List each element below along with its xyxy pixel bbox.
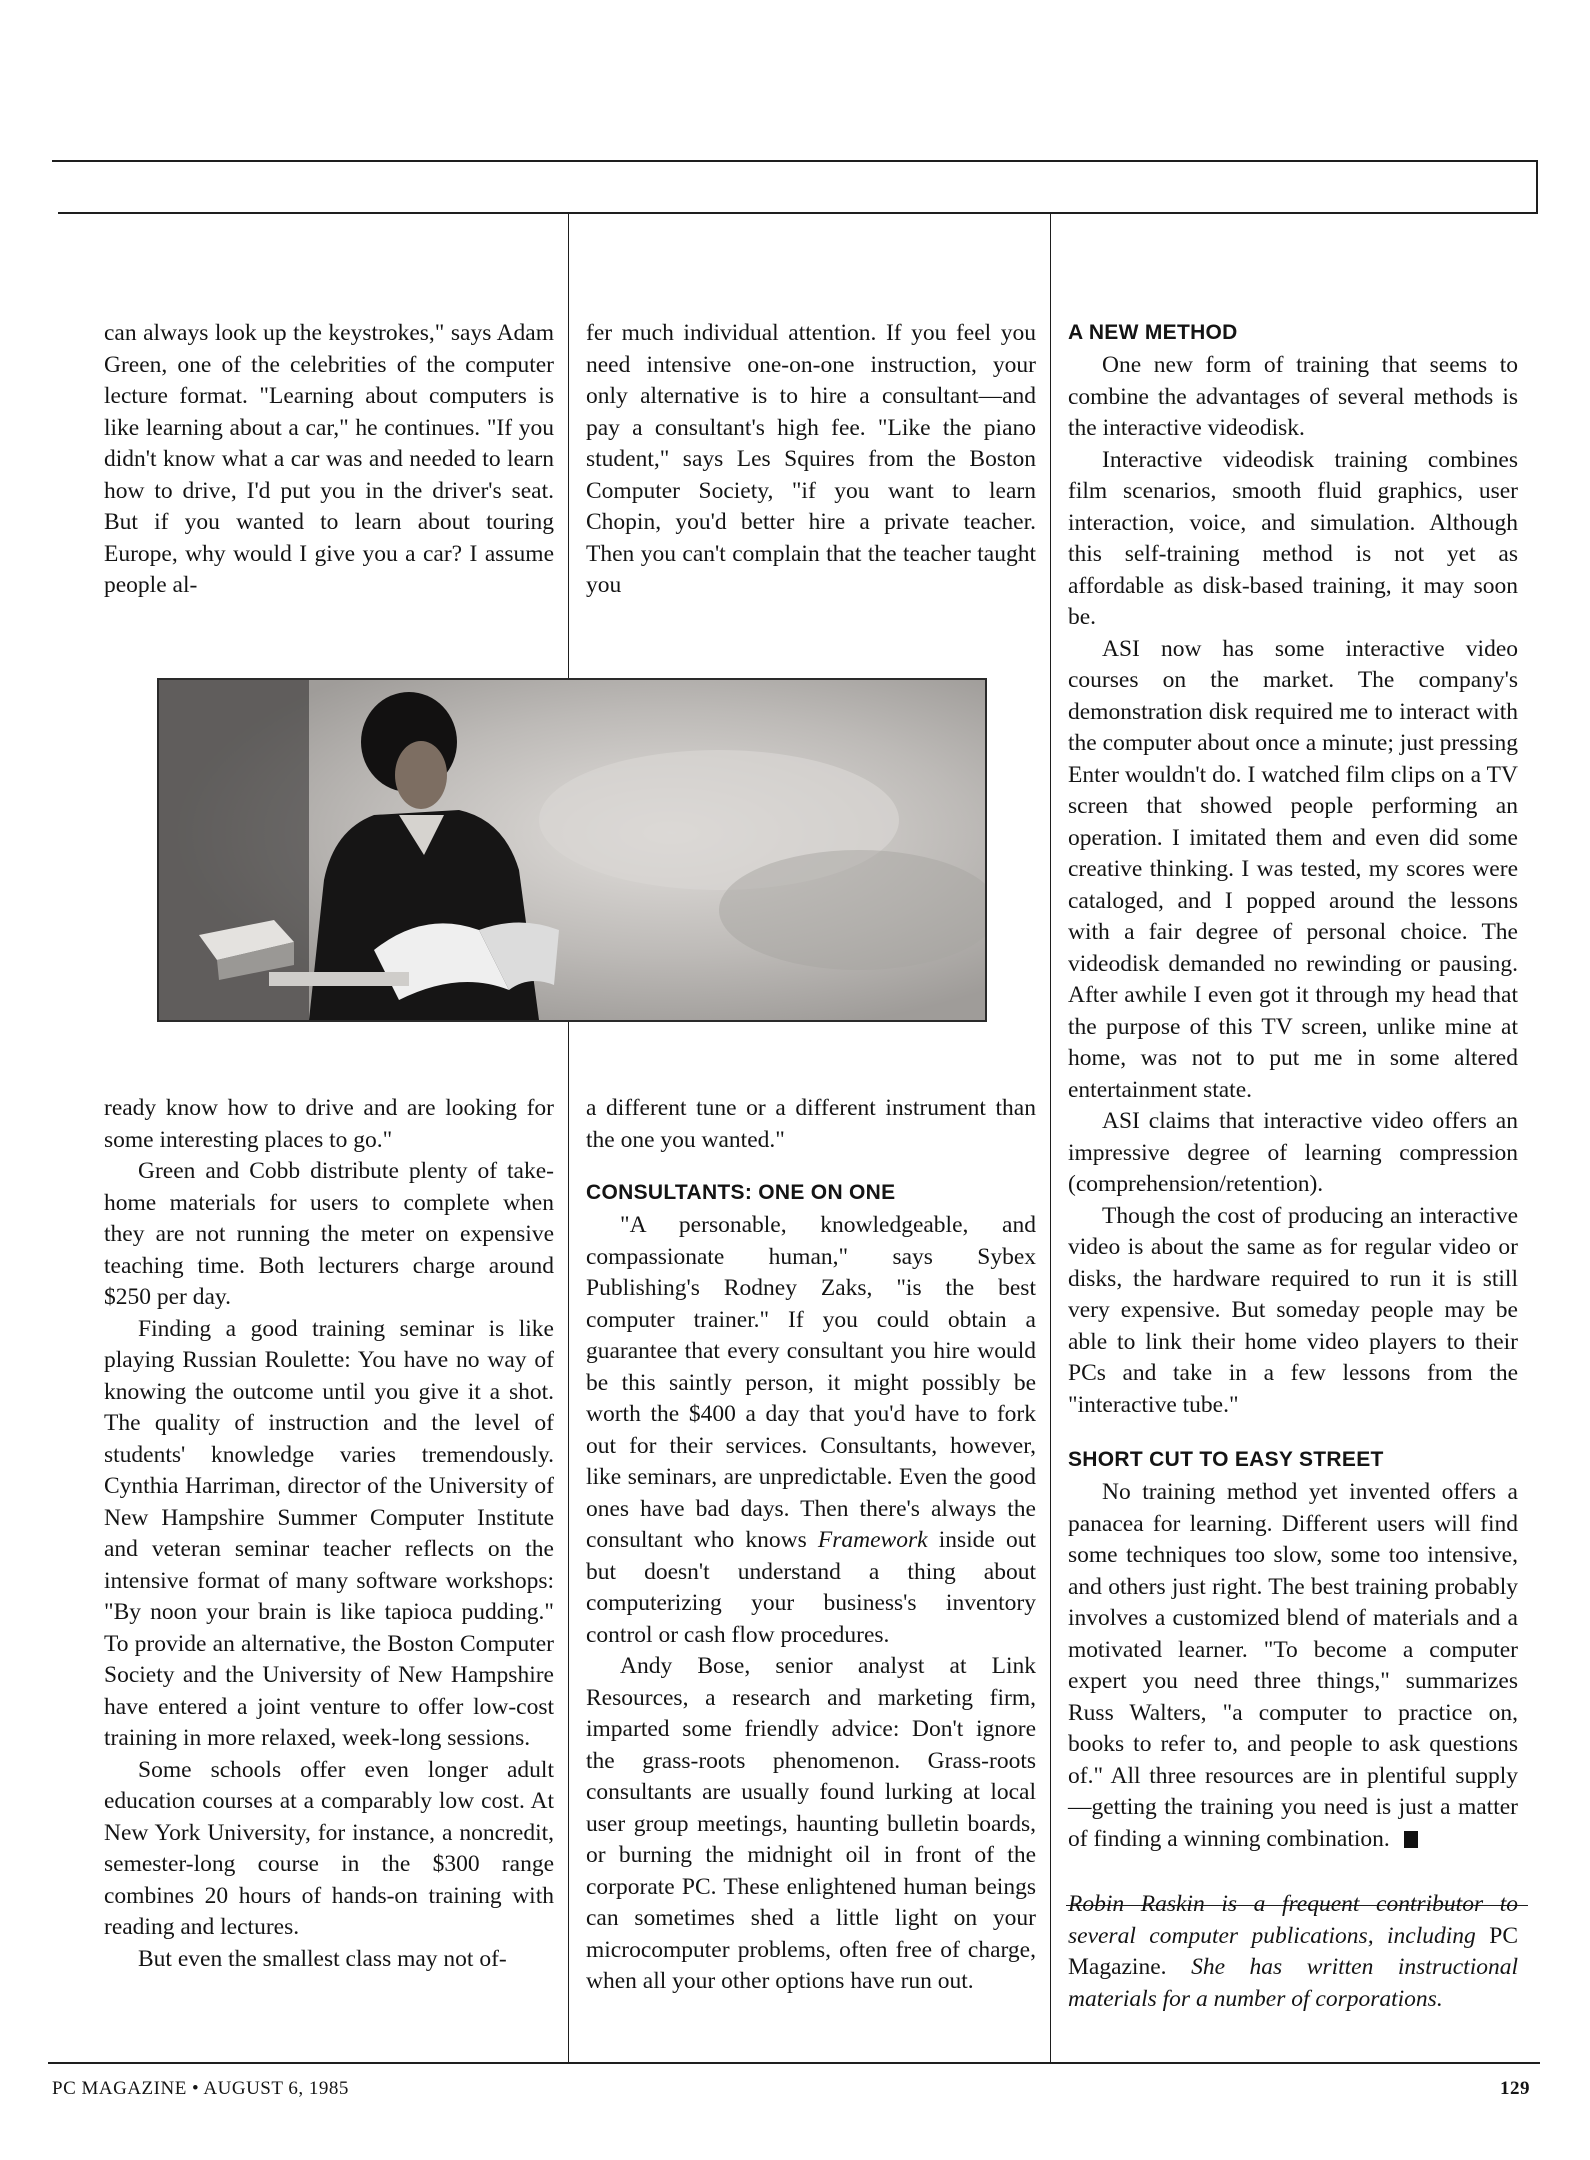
paragraph: Though the cost of producing an interactive video is about the same as for regular video or disks, the hardware required to run it is still very expensive. But someday people may be able to link their home video players to their PCs and take in a few lessons from the "interactive tube." <box>1068 1202 1518 1418</box>
author-bio: Robin Raskin is a frequent contributor to several computer publications, including PC Magazine. She has written instructional materials for a number of corporations. <box>1068 1891 1519 2012</box>
paragraph: Andy Bose, senior analyst at Link Resources, a research and marketing firm, imparted some friendly advice: Don't ignore the grass-roots phenomenon. Grass-roots consultants are usually found lurking at local user group meetings, haunting bulletin boards, or burning the midnight oil in front of the corporate PC. These enlightened human beings can sometimes shed a little light on your microcomputer problems, often free of charge, when all your other options have run out. <box>586 1653 1036 1994</box>
footer-publication: PC MAGAZINE • AUGUST 6, 1985 <box>52 2078 349 2099</box>
section-heading-short-cut: SHORT CUT TO EASY STREET <box>1068 1448 1384 1471</box>
header-band-rule <box>58 212 1538 214</box>
paragraph: ASI now has some interactive video courses on the market. The company's demonstration disk required me to interact with the computer about once a minute; just pressing Enter wouldn't do. I watched film clips on a TV screen that showed people performing an operation. I imitated them and even did some creative thinking. I was tested, my scores were cataloged, and I popped around the lessons with a fair degree of personal choice. The videodisk demanded no rewinding or pausing. After awhile I even got it through my head that the purpose of this TV screen, unlike mine at home, was not to put me in some altered entertainment state. <box>1068 635 1518 1103</box>
paragraph: No training method yet invented offers a panacea for learning. Different users will find some techniques too slow, some too intensive, and others just right. The best training probably involves a customized blend of materials and a motivated learner. "To become a computer expert you need three things," summarizes Russ Walters, "a computer to practice on, books to refer to, and people to ask questions of." All three resources are in plentiful supply—getting the training you need is just a matter of finding a winning combination. <box>1068 1479 1518 1852</box>
footer-rule <box>48 2062 1540 2064</box>
paragraph: "A personable, knowledgeable, and compassionate human," says Sybex Publishing's Rodney Zaks, "is the best computer trainer." If you could obtain a guarantee that every consultant you hire would be this saintly person, it might possibly be worth the $400 a day that you'd have to fork out for their services. Consultants, however, like seminars, are unpredictable. Even the good ones have bad days. Then there's always the consultant who knows Framework inside out but doesn't understand a thing about computerizing your business's inventory control or cash flow procedures. <box>586 1212 1037 1648</box>
paragraph: can always look up the keystrokes," says Adam Green, one of the celebrities of the computer lecture format. "Learning about computers is like learning about a car," he continues. "If you didn't know what a car was and needed to learn how to drive, I'd put you in the driver's seat. But if you wanted to learn about touring Europe, why would I give you a car? I assume people al- <box>104 320 554 598</box>
paragraph: Finding a good training seminar is like playing Russian Roulette: You have no way of knowing the outcome until you give it a shot. The quality of instruction and the level of students' knowledge varies tremendously. Cynthia Harriman, director of the University of New Hampshire Summer Computer Institute and veteran seminar teacher reflects on the intensive format of many software workshops: "By noon your brain is like tapioca pudding." To provide an alternative, the Boston Computer Society and the University of New Hampshire have entered a joint venture to offer low-cost training in more relaxed, week-long sessions. <box>104 1315 554 1751</box>
paragraph: Some schools offer even longer adult education courses at a comparably low cost. At New York University, for instance, a noncredit, semester-long course in the $300 range combines 20 hours of hands-on training with reading and lectures. <box>104 1756 554 1940</box>
paragraph: One new form of training that seems to combine the advantages of several methods is the interactive videodisk. <box>1068 352 1518 441</box>
column-divider-1-top <box>568 212 569 678</box>
column-1-top <box>104 318 554 602</box>
right-border-rule <box>1536 160 1538 214</box>
paragraph: ready know how to drive and are looking for some interesting places to go." <box>104 1095 554 1153</box>
end-mark-icon <box>1404 1831 1418 1848</box>
column-2-top <box>586 318 1036 602</box>
paragraph: ASI claims that interactive video offers an impressive degree of learning compression (comprehension/retention). <box>1068 1108 1518 1197</box>
paragraph: Green and Cobb distribute plenty of take-home materials for users to complete when they are not running the meter on expensive teaching time. Both lecturers charge around $250 per day. <box>104 1158 554 1310</box>
section-heading-consultants: CONSULTANTS: ONE ON ONE <box>586 1181 896 1204</box>
paragraph: But even the smallest class may not of- <box>138 1945 507 1972</box>
column-divider-1-bottom <box>568 1022 569 2062</box>
photo-illustration <box>159 680 985 1020</box>
column-1-bottom <box>104 1093 554 1975</box>
page-number: 129 <box>1500 2078 1530 2099</box>
paragraph: Interactive videodisk training combines film scenarios, smooth fluid graphics, user interaction, voice, and simulation. Although this self-training method is not yet as affordable as disk-based training, it may soon be. <box>1068 446 1518 630</box>
section-heading-new-method: A NEW METHOD <box>1068 321 1238 344</box>
paragraph: fer much individual attention. If you feel you need intensive one-on-one instruction, your only alternative is to hire a consultant—and pay a consultant's high fee. "Like the piano student," says Les Squires from the Boston Computer Society, "if you want to learn Chopin, you'd better hire a private teacher. Then you can't complain that the teacher taught you <box>586 320 1036 598</box>
column-divider-2 <box>1050 212 1051 2062</box>
column-3 <box>1068 318 1518 2015</box>
column-2-bottom <box>586 1093 1036 1998</box>
photo-man-reading <box>157 678 987 1022</box>
paragraph: a different tune or a different instrument than the one you wanted." <box>586 1095 1036 1153</box>
top-rule <box>52 160 1538 162</box>
